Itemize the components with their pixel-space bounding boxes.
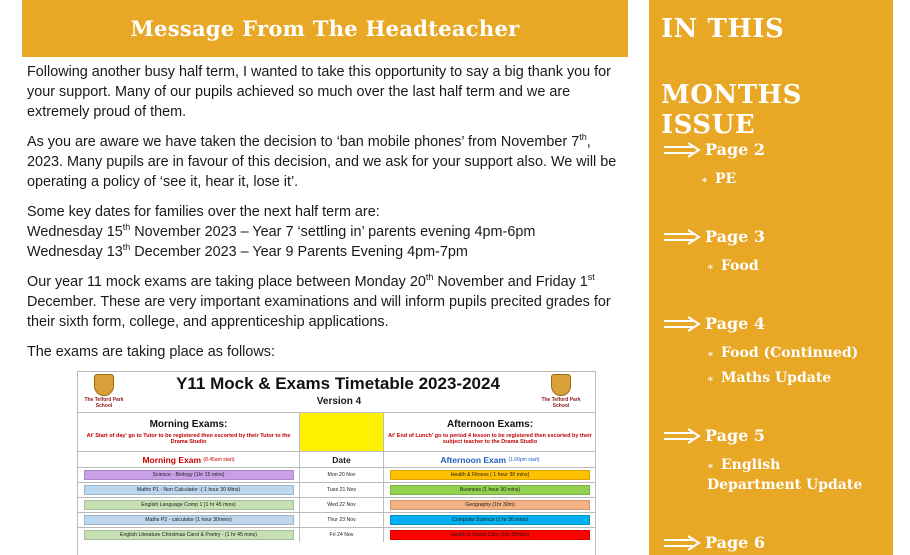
table-row — [78, 482, 596, 497]
arrow-right-icon — [663, 142, 701, 158]
topic-text: PE — [715, 171, 737, 187]
bullet-icon: ∗ — [707, 349, 714, 360]
sidebar-page-link[interactable] — [663, 426, 765, 445]
arrow-right-icon — [663, 428, 701, 444]
morning-exam-cell — [78, 513, 300, 527]
sidebar-title-line2: MONTHS ISSUE — [661, 80, 802, 140]
morning-exam-box — [84, 470, 294, 480]
timetable-rows — [78, 467, 596, 542]
timetable-version: Version 4 — [316, 396, 362, 407]
page-label: Page 6 — [705, 533, 766, 552]
morning-exam-cell — [78, 468, 300, 482]
date-cell: Thur 23 Nov — [300, 513, 384, 527]
table-row — [78, 497, 596, 512]
sidebar-topic-item — [707, 257, 877, 277]
text: Afternoon Exam — [440, 454, 507, 465]
text: Morning Exam — [142, 454, 202, 465]
page-label: Page 2 — [705, 140, 766, 159]
bullet-icon: ∗ — [707, 262, 714, 273]
paragraph-exams-intro: The exams are taking place as follows: — [27, 344, 275, 360]
text: December 2023 – Year 9 Parents Evening 4pm-7pm — [130, 244, 468, 260]
sidebar-topic-item — [707, 344, 877, 364]
morning-exams-cell — [78, 413, 300, 451]
morning-exam-text: Maths P1 - Non Calculator -( 1 hour 30 Mins) — [136, 487, 241, 493]
header-title: Message From The Headteacher — [130, 16, 520, 41]
crest-shield-icon — [94, 374, 114, 396]
afternoon-exam-box — [390, 515, 590, 525]
crest-shield-icon — [551, 374, 571, 396]
exam-session-row — [78, 412, 596, 451]
afternoon-exam-text: Health & Fitness ( 1 hour 30 mins) — [450, 472, 530, 478]
date-cell: Wed 22 Nov — [300, 498, 384, 512]
morning-exam-box — [84, 515, 294, 525]
bullet-icon: ∗ — [701, 175, 708, 186]
topic-text: English Department Update — [707, 457, 863, 493]
sidebar-title-line1: IN THIS — [661, 14, 785, 44]
morning-exams-note: At' Start of day' go to Tutor to be registered then escorted by their Tutor to the Drama Studio — [86, 433, 291, 445]
sidebar-page-link[interactable] — [663, 140, 765, 159]
afternoon-exam-text: Geography (1hr 30m) — [465, 502, 515, 508]
afternoon-exam-cell — [384, 483, 596, 497]
page-label: Page 4 — [705, 314, 766, 333]
sup: th — [122, 242, 131, 253]
afternoon-exam-cell — [384, 468, 596, 482]
timetable-title: Y11 Mock & Exams Timetable 2023-2024 — [176, 374, 500, 393]
page-label: Page 5 — [705, 426, 766, 445]
topic-text: Maths Update — [721, 370, 832, 386]
text: , 2023. Many pupils are in favour of this decision, and we ask for your support also. We will be operating a policy of ‘see it, hear it, lose it’. — [27, 134, 617, 190]
text: As you are aware we have taken the decision to ‘ban mobile phones’ from November 7 — [27, 134, 580, 150]
morning-exam-cell — [78, 528, 300, 542]
bullet-icon: ∗ — [707, 461, 714, 472]
afternoon-exams-cell — [384, 413, 596, 451]
afternoon-exam-text: Business (1 hour 30 mins) — [459, 487, 521, 493]
paragraph-thanks: Following another busy half term, I wanted to take this opportunity to say a big thank you for your support. Many of our pupils achieved so much over the last half term and we are extremely proud of them. — [27, 64, 611, 120]
afternoon-exam-cell — [384, 513, 596, 527]
afternoon-exam-text: Health & Social Care (1hr 30mins) — [450, 532, 530, 538]
date-line-2 — [27, 242, 627, 262]
sidebar-page-link[interactable] — [663, 533, 765, 552]
table-row — [78, 467, 596, 482]
sidebar-page-link[interactable] — [663, 227, 765, 246]
text: Wednesday 13 — [27, 244, 123, 260]
crest-name: The Telford Park School — [541, 397, 581, 409]
bullet-icon: ∗ — [707, 374, 714, 385]
headteacher-header — [22, 0, 628, 57]
date-cell: Fri 24 Nov — [300, 528, 384, 542]
arrow-right-icon — [663, 316, 701, 332]
paragraph-mocks — [27, 272, 627, 332]
school-crest — [84, 374, 124, 410]
sup: st — [587, 272, 595, 283]
date-cell: Tues 21 Nov — [300, 483, 384, 497]
text: Our year 11 mock exams are taking place between Monday 20 — [27, 274, 426, 290]
morning-exam-text: English Literature Christmas Carol & Poetry - (1 hr 45 mins) — [120, 532, 257, 538]
afternoon-exam-box — [390, 500, 590, 510]
afternoon-exam-cell — [384, 528, 596, 542]
crest-name: The Telford Park School — [84, 397, 124, 409]
table-row — [78, 527, 596, 542]
col-morning-exam — [78, 452, 300, 467]
issue-sidebar — [649, 0, 893, 555]
text: December. These are very important examinations and will inform pupils precited grades for their sixth form, college, and apprenticeship applications. — [27, 294, 611, 330]
morning-exams-heading: Morning Exams: — [149, 419, 228, 430]
school-crest — [541, 374, 581, 410]
morning-exam-box — [84, 500, 294, 510]
morning-exam-text: English Language Comp 1 (1 hr 45 mins) — [141, 502, 236, 508]
exam-timetable-image — [77, 371, 596, 555]
col-date: Date — [300, 452, 384, 467]
afternoon-exams-note: At' End of Lunch' go to period 4 lesson to be registered then escorted by their subject teacher to the Drama Studio — [388, 433, 592, 445]
topic-text: Food (Continued) — [721, 345, 859, 361]
afternoon-exam-box — [390, 485, 590, 495]
text: Wednesday 15 — [27, 224, 123, 240]
table-row — [78, 512, 596, 527]
topic-text: Food — [721, 258, 759, 274]
sup: th — [425, 272, 434, 283]
morning-exam-cell — [78, 483, 300, 497]
text: (8.45am start) — [203, 456, 235, 463]
morning-exam-text: Maths P2 - calculator (1 hour 30mins) — [145, 517, 232, 523]
afternoon-exam-box — [390, 470, 590, 480]
afternoon-exam-text: Computer Science (1 hr 30 mins) — [451, 517, 529, 523]
sidebar-topic-item — [707, 369, 877, 389]
arrow-right-icon — [663, 535, 701, 551]
morning-exam-text: Science - Biology (1hr 15 mins) — [152, 472, 225, 478]
yellow-cell — [300, 413, 384, 451]
sup: th — [579, 132, 587, 143]
text: (1.00pm start) — [508, 456, 540, 463]
timetable-grid — [78, 412, 596, 542]
text: November and Friday 1 — [433, 274, 588, 290]
morning-exam-box — [84, 530, 294, 540]
date-line-1 — [27, 222, 627, 242]
sidebar-page-link[interactable] — [663, 314, 765, 333]
sidebar-topic-item — [701, 170, 871, 190]
column-header-row — [78, 451, 596, 467]
text: November 2023 – Year 7 ‘settling in’ parents evening 4pm-6pm — [130, 224, 536, 240]
paragraph-dates-intro: Some key dates for families over the next half term are: — [27, 204, 380, 220]
afternoon-exam-box — [390, 530, 590, 540]
afternoon-exam-cell — [384, 498, 596, 512]
afternoon-exams-heading: Afternoon Exams: — [446, 419, 534, 430]
morning-exam-box — [84, 485, 294, 495]
paragraph-phones — [27, 132, 627, 192]
arrow-right-icon — [663, 229, 701, 245]
date-cell: Mon 20 Nov — [300, 468, 384, 482]
sidebar-topic-item — [707, 456, 877, 495]
page-label: Page 3 — [705, 227, 766, 246]
sup: th — [122, 222, 131, 233]
letter-body — [27, 62, 627, 372]
morning-exam-cell — [78, 498, 300, 512]
col-afternoon-exam — [384, 452, 596, 467]
